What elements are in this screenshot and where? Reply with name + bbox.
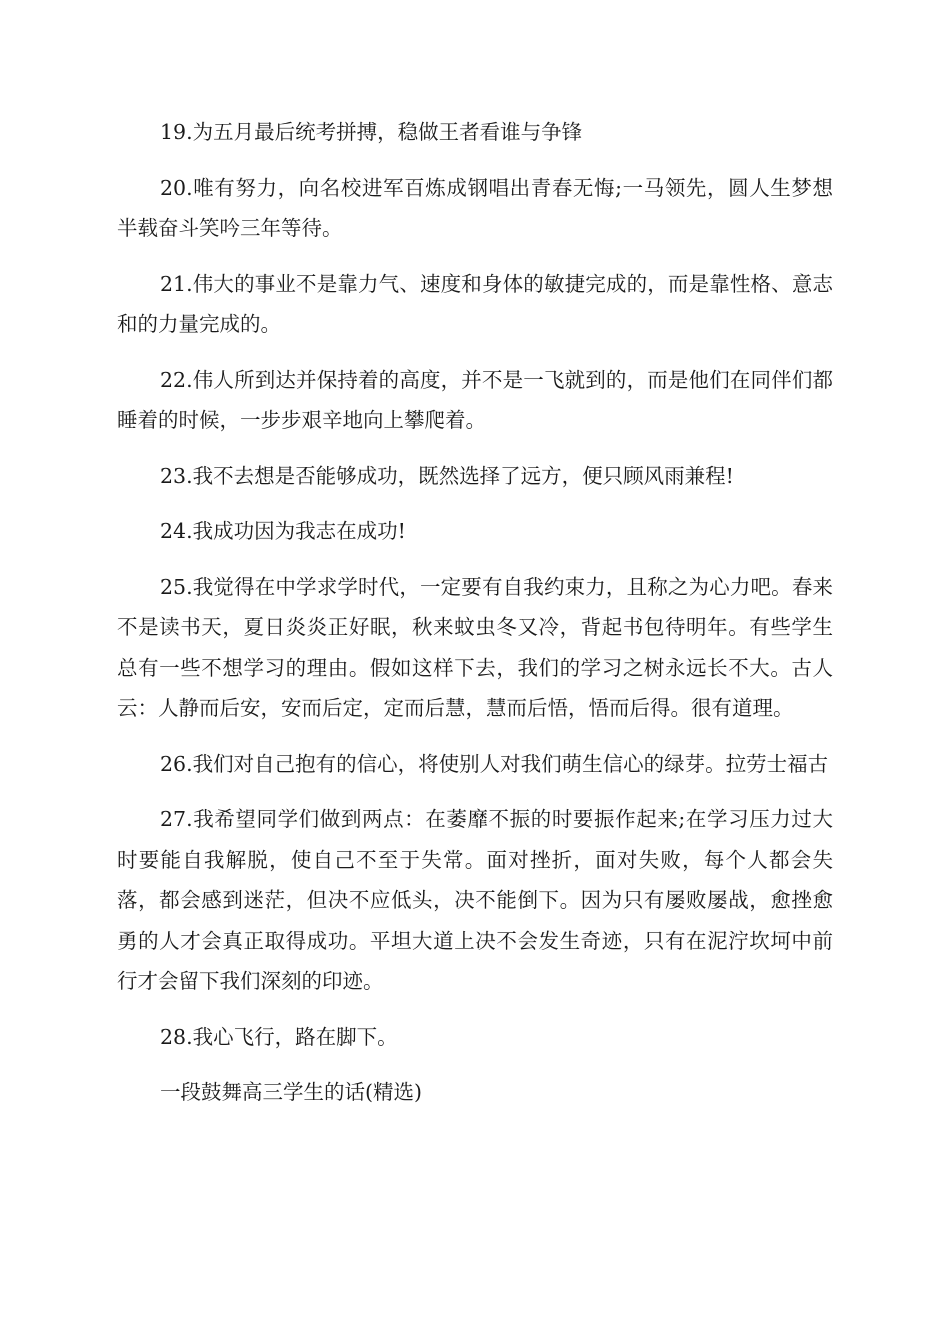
paragraph-21: 21.伟大的事业不是靠力气、速度和身体的敏捷完成的，而是靠性格、意志和的力量完成的。 — [117, 271, 833, 336]
document-body — [117, 112, 833, 1128]
paragraph-22: 22.伟人所到达并保持着的高度，并不是一飞就到的，而是他们在同伴们都睡着的时候，一步步艰辛地向上攀爬着。 — [117, 367, 833, 432]
paragraph-24: 24.我成功因为我志在成功! — [160, 519, 406, 543]
paragraph-23: 23.我不去想是否能够成功，既然选择了远方，便只顾风雨兼程! — [160, 463, 734, 488]
paragraph-28: 28.我心飞行，路在脚下。 — [160, 1024, 398, 1049]
paragraph-26: 26.我们对自己抱有的信心，将使别人对我们萌生信心的绿芽。拉劳士福古 — [160, 751, 829, 776]
paragraph-27: 27.我希望同学们做到两点：在萎靡不振的时要振作起来;在学习压力过大时要能自我解脱，使自己不至于失常。面对挫折，面对失败，每个人都会失落，都会感到迷茫，但决不应低头，决不能倒下。因为只有屡败屡战，愈挫愈勇的人才会真正取得成功。平坦大道上决不会发生奇迹，只有在泥泞坎坷中前行才会留下我们深刻的印迹。 — [117, 807, 833, 993]
paragraph-19: 19.为五月最后统考拼搏，稳做王者看谁与争锋 — [160, 120, 583, 144]
paragraph-25: 25.我觉得在中学求学时代，一定要有自我约束力，且称之为心力吧。春来不是读书天，夏日炎炎正好眠，秋来蚊虫冬又冷，背起书包待明年。有些学生总有一些不想学习的理由。假如这样下去，我们的学习之树永远长不大。古人云：人静而后安，安而后定，定而后慧，慧而后悟，悟而后得。很有道理。 — [117, 574, 833, 720]
section-heading: 一段鼓舞高三学生的话(精选) — [160, 1080, 422, 1104]
paragraph-20: 20.唯有努力，向名校进军百炼成钢唱出青春无悔;一马领先，圆人生梦想半载奋斗笑吟三年等待。 — [117, 175, 833, 240]
